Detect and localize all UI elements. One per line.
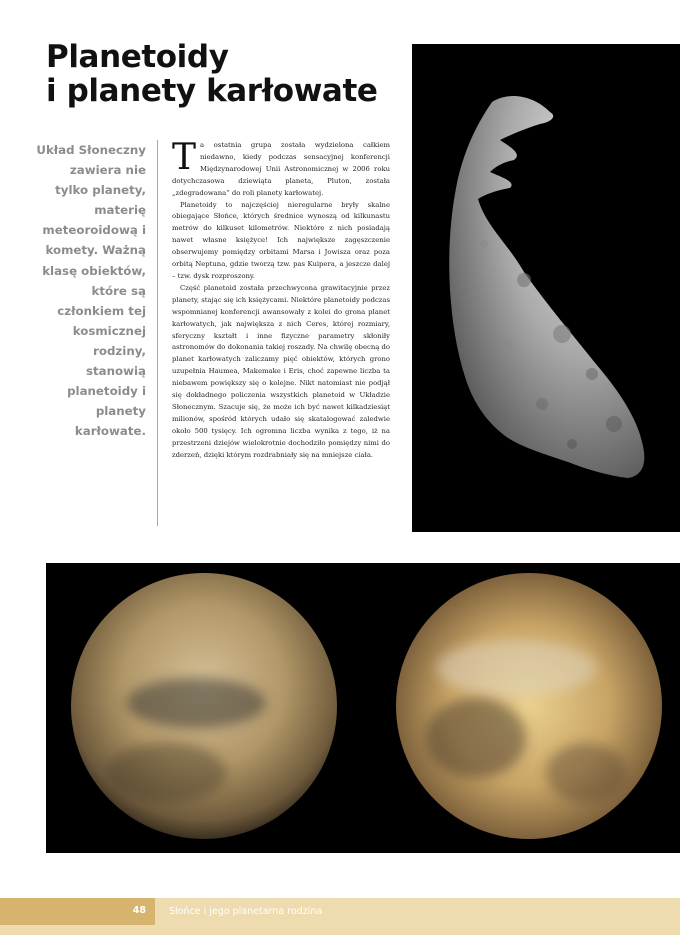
asteroid-photo [412,44,680,532]
section-title: Słońce i jego planetarna rodzina [169,906,323,917]
pluto-photo [46,563,680,853]
lead-paragraph: Układ Słoneczny zawiera nie tylko planety, materię meteoroidową i komety. Ważną klasę obiektów, które są członkiem tej kosmicznej rodziny, stanowią planetoidy i planety karłowate. [36,143,146,439]
body-paragraph-1 [172,140,390,200]
column-divider [157,140,158,526]
title-line-1: Planetoidy [46,39,229,75]
page-footer [0,898,680,935]
page-number-box [0,898,155,925]
page-number: 48 [132,905,146,916]
page-title [46,40,406,108]
body-paragraph-1-text: a ostatnia grupa została wydzielona całkiem niedawno, kiedy podczas sensacyjnej konferencji Międzynarodowej Unii Astronomicznej w 2006 roku dotychczasowa dziewiąta planeta, Pluton, została „zdegradowana” do roli planety karłowatej. [172,141,390,197]
drop-cap: T [172,140,197,178]
body-paragraph-2: Planetoidy to najczęściej nieregularne bryły skalne obiegające Słońce, których średnice wynoszą od kilkunastu metrów do kilkuset kilometrów. Niektóre z nich posiadają nawet własne księżyce! Ich największe zagęszczenie obserwujemy pomiędzy orbitami Marsa i Jowisza oraz poza orbitą Neptuna, gdzie tworzą tzw. pas Kuipera, a jeszcze dalej – tzw. dysk rozproszony. [172,200,390,280]
body-paragraph-3: Część planetoid została przechwycona grawitacyjnie przez planety, stając się ich księżycami. Niektóre planetoidy podczas wspomnianej konferencji awansowały z kolei do grona planet karłowatych, jak największa z nich Ceres, której rozmiary, sferyczny kształt i inne fizyczne parametry skłoniły astronomów do dokonania takiej roszady. Na chwilę obecną do planet karłowatych zaliczamy pięć obiektów, których grono uzupełnia Haumea, Makemake i Eris, choć zapewne liczba ta niebawem powiększy się o kolejne. Nikt natomiast nie podjął się dokładnego policzenia wszystkich planetoid w Układzie Słonecznym. Szacuje się, że może ich być nawet kilkadziesiąt milionów, spośród których udało się skatalogować zaledwie około 500 tysięcy. Ich ogromna liczba wynika z tego, iż na przestrzeni dziejów wielokrotnie dochodziło pomiędzy nimi do zderzeń, dzięki którym rozdrabniały się na mniejsze ciała. [172,283,390,459]
title-line-2: i planety karłowate [46,73,378,109]
article-body [172,140,390,532]
